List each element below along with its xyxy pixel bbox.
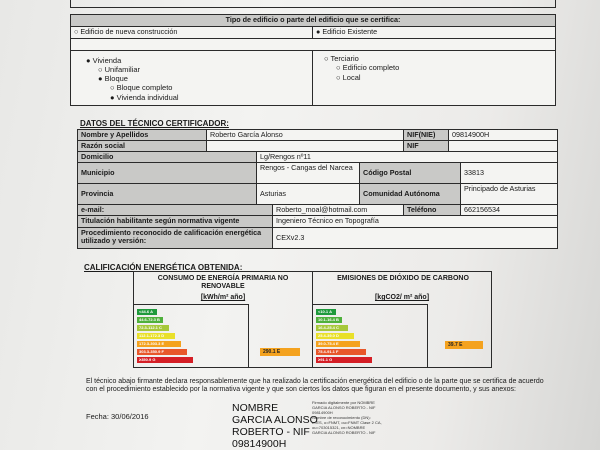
digital-signature-line7: GARCIA ALONSO ROBERTO - NIF xyxy=(312,430,376,435)
tertiary-option: ○ Terciario xyxy=(324,54,359,63)
nif-nie-label: NIF(NIE) xyxy=(403,129,449,141)
individual-dwelling-option: ● Vivienda individual xyxy=(110,93,179,102)
top-table-remnant xyxy=(70,0,556,8)
scale-bar-a: <44.6 A xyxy=(137,309,157,315)
primary-energy-rating-arrow: 290.1 E xyxy=(260,348,300,356)
scale-bar-a: <10.1 A xyxy=(316,309,336,315)
municipality-value: Rengos - Cangas del Narcea xyxy=(256,162,360,184)
rating-section-title: CALIFICACIÓN ENERGÉTICA OBTENIDA: xyxy=(84,263,243,272)
community-label: Comunidad Autónoma xyxy=(359,183,461,205)
signature-date: Fecha: 30/06/2016 xyxy=(86,412,149,421)
digital-signature-line6: ou=703015321, cn=NOMBRE xyxy=(312,425,366,430)
address-value: Lg/Rengos nº11 xyxy=(256,151,558,163)
primary-energy-title: CONSUMO DE ENERGÍA PRIMARIA NO RENOVABLE xyxy=(157,275,289,291)
qualification-value: Ingeniero Técnico en Topografía xyxy=(272,215,558,228)
co2-title: EMISIONES DE DIÓXIDO DE CARBONO xyxy=(337,275,469,282)
signature-name-line2: GARCIA ALONSO xyxy=(232,414,318,426)
nif-label: NIF xyxy=(403,140,449,152)
scale-bar-e: 39.0-75.4 E xyxy=(316,341,360,347)
qualification-label: Titulación habilitante según normativa vigente xyxy=(77,215,273,228)
existing-building-option: ● Edificio Existente xyxy=(312,26,556,39)
community-value: Principado de Asturias xyxy=(460,183,558,205)
signature-name-line3: ROBERTO - NIF xyxy=(232,426,310,438)
signature-name-line1: NOMBRE xyxy=(232,402,279,414)
block-option: ● Bloque xyxy=(98,74,128,83)
building-type-header: Tipo de edificio o parte del edificio que se certifica: xyxy=(70,14,556,27)
certifier-section-title: DATOS DEL TÉCNICO CERTIFICADOR: xyxy=(80,119,229,128)
phone-value: 662156534 xyxy=(460,204,558,216)
scale-bar-g: ≥91.1 G xyxy=(316,357,372,363)
procedure-label: Procedimiento reconocido de calificación energética utilizado y versión: xyxy=(77,227,273,249)
digital-signature-line2: GARCIA ALONSO ROBERTO - NIF xyxy=(312,405,376,410)
digital-signature-line5: c=ES, o=FNMT, ou=FNMT Clase 2 CA, xyxy=(312,420,382,425)
primary-energy-unit: [kWh/m² año] xyxy=(200,294,246,301)
province-label: Provincia xyxy=(77,183,257,205)
scale-bar-c: 72.3-112.1 C xyxy=(137,325,169,331)
email-value: Roberto_moal@hotmail.com xyxy=(272,204,404,216)
scale-bar-c: 16.4-25.4 C xyxy=(316,325,348,331)
nif-nie-value: 09814900H xyxy=(448,129,558,141)
local-option: ○ Local xyxy=(336,73,361,82)
province-value: Asturias xyxy=(256,183,360,205)
scale-bar-e: 172.3-303.3 E xyxy=(137,341,181,347)
digital-signature-line4: Nombre de reconocimiento (DN): xyxy=(312,415,371,420)
scale-bar-f: 303.3-350.9 F xyxy=(137,349,187,355)
company-label: Razón social xyxy=(77,140,207,152)
scale-bar-d: 25.4-39.0 D xyxy=(316,333,354,339)
scale-bar-d: 112.1-172.3 D xyxy=(137,333,175,339)
full-block-option: ○ Bloque completo xyxy=(110,83,173,92)
procedure-value: CEXv2.3 xyxy=(272,227,558,249)
phone-label: Teléfono xyxy=(403,204,461,216)
co2-unit: [kgCO2/ m² año] xyxy=(374,294,430,301)
residential-option: ● Vivienda xyxy=(86,56,122,65)
co2-rating-arrow: 39.7 E xyxy=(445,341,483,349)
name-label: Nombre y Apellidos xyxy=(77,129,207,141)
scale-bar-f: 75.4-91.1 F xyxy=(316,349,366,355)
signature-name-line4: 09814900H xyxy=(232,438,287,450)
single-family-option: ○ Unifamiliar xyxy=(98,65,141,74)
scale-bar-g: ≥350.9 G xyxy=(137,357,193,363)
postal-code-label: Código Postal xyxy=(359,162,461,184)
email-label: e-mail: xyxy=(77,204,273,216)
municipality-label: Municipio xyxy=(77,162,257,184)
full-building-option: ○ Edificio completo xyxy=(336,63,400,72)
scale-bar-b: 10.1-16.4 B xyxy=(316,317,342,323)
digital-signature-line3: 09814900H xyxy=(312,410,333,415)
postal-code-value: 33813 xyxy=(460,162,558,184)
address-label: Domicilio xyxy=(77,151,257,163)
declaration-text: El técnico abajo firmante declara responsablemente que ha realizado la certificación energética del edificio o de la parte que se certifica de acuerdo con el procedimiento establecido por la normativa vigente y que son ciertos los datos que figuran en el presente documento, y sus anexos: xyxy=(86,378,544,394)
digital-signature-line1: Firmado digitalmente por NOMBRE xyxy=(312,400,375,405)
name-value: Roberto García Alonso xyxy=(206,129,404,141)
new-construction-option: ○ Edificio de nueva construcción xyxy=(70,26,313,39)
scale-bar-b: 44.6-72.3 B xyxy=(137,317,163,323)
